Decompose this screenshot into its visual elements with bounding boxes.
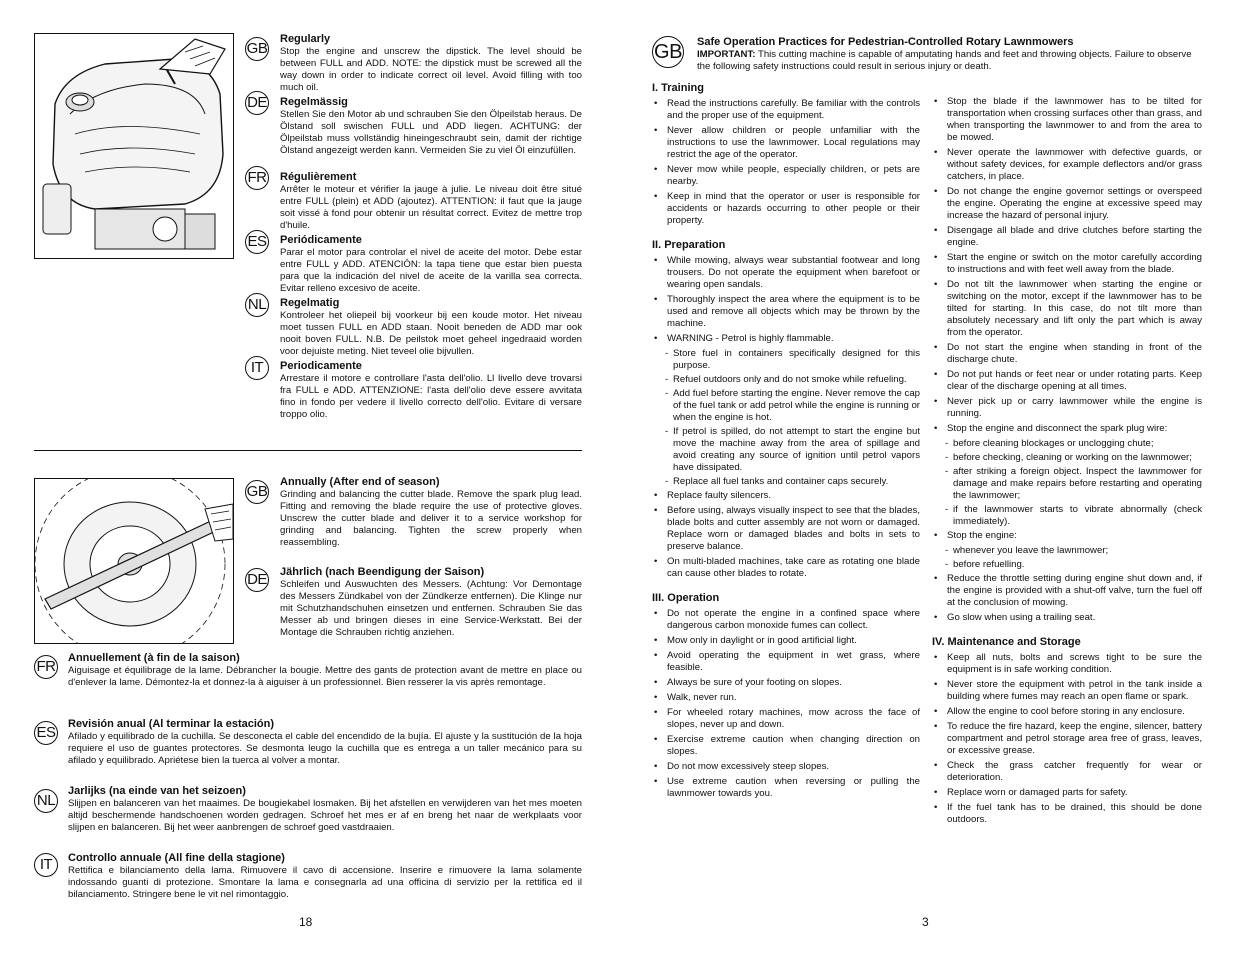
safety-list xyxy=(932,96,1202,624)
important-label: IMPORTANT: xyxy=(697,49,756,60)
list-item: • Mow only in daylight or in good artificial light. xyxy=(652,635,920,647)
list-item: • Do not start the engine when standing in front of the discharge chute. xyxy=(932,342,1202,366)
section-text: Rettifica e bilanciamento della lama. Rimuovere il cavo di accensione. Inserire e rimuovere la lama solamente indossando guanti di protezione. Smontare la lama e consegnarla ad una officina di servizio per la rettifica ed il bilanciamento. Stringere bene le vit nel rimontaggio. xyxy=(68,865,582,900)
list-item: • Exercise extreme caution when changing direction on slopes. xyxy=(652,734,920,758)
list-item: • Do not tilt the lawnmower when starting the engine or switching on the motor, except if the lawnmower has to be tilted for starting. In this case, do not tilt more than absolutely necessary and lift only the part which is away from the operator. xyxy=(932,279,1202,339)
list-item: • Start the engine or switch on the motor carefully according to instructions and with feet well away from the blade. xyxy=(932,252,1202,276)
list-item: • Before using, always visually inspect to see that the blades, blade bolts and cutter assembly are not worn or damaged. Replace worn or damaged blades and bolts in sets to preserve balance. xyxy=(652,505,920,553)
page-number: 3 xyxy=(922,915,929,929)
safety-list xyxy=(932,652,1202,826)
list-item: • Never pick up or carry lawnmower while the engine is running. xyxy=(932,396,1202,420)
section-title: Régulièrement xyxy=(280,171,357,183)
list-item: • Use extreme caution when reversing or pulling the lawnmower towards you. xyxy=(652,776,920,800)
section-title: Regelmatig xyxy=(280,297,340,309)
section-title: Periodicamente xyxy=(280,360,362,372)
safety-header xyxy=(697,36,1207,73)
list-item: • Allow the engine to cool before storing in any enclosure. xyxy=(932,706,1202,718)
blade-figure xyxy=(34,478,234,644)
list-item: • Never store the equipment with petrol in the tank inside a building where fumes may reach an open flame or spark. xyxy=(932,679,1202,703)
list-item: • Do not operate the engine in a confined space where dangerous carbon monoxide fumes can collect. xyxy=(652,608,920,632)
list-item: • While mowing, always wear substantial footwear and long trousers. Do not operate the equipment when barefoot or wearing open sandals. xyxy=(652,255,920,291)
safety-list xyxy=(652,608,920,800)
list-item: • Replace faulty silencers. xyxy=(652,490,920,502)
cutter-blade-illustration xyxy=(35,479,233,643)
sub-item: - after striking a foreign object. Inspect the lawnmower for damage and make repairs before restarting and operating the lawnmower; xyxy=(932,466,1202,502)
list-item: • Check the grass catcher frequently for wear or deterioration. xyxy=(932,760,1202,784)
section-regelmatig xyxy=(280,297,582,358)
list-item: • Stop the blade if the lawnmower has to be tilted for transportation when crossing surfaces other than grass, and when transporting the lawnmower to and from the area to be mowed. xyxy=(932,96,1202,144)
section-text: Afilado y equilibrado de la cuchilla. Se desconecta el cable del encendido de la bujía. El ajuste y la sustitución de la hoja requiere el uso de guantes protectores. Se desmonta leugo la cuchilla que es entrega a un taller mecánico para su afilado y equilibrado. Apriétese bien la tuerca al volver a montar. xyxy=(68,731,582,766)
section-revision-anual xyxy=(68,718,582,767)
lang-badge-es: ES xyxy=(245,230,269,254)
sub-item: - whenever you leave the lawnmower; xyxy=(932,545,1202,557)
section-title: Regularly xyxy=(280,33,331,45)
section-title: Annually (After end of season) xyxy=(280,476,440,488)
list-item: • Stop the engine and disconnect the spark plug wire: xyxy=(932,423,1202,435)
list-item: • Never allow children or people unfamiliar with the instructions to use the lawnmower. Local regulations may restrict the age of the operator. xyxy=(652,125,920,161)
section-title: Controllo annuale (All fine della stagione) xyxy=(68,852,285,864)
list-item: • Replace worn or damaged parts for safety. xyxy=(932,787,1202,799)
safety-list xyxy=(652,98,920,227)
section-text: Stop the engine and unscrew the dipstick. The level should be between FULL and ADD. NOTE: the dipstick must be screwed all the way down in order to indicate correct oil level. Avoid filling with too much oil. xyxy=(280,46,582,93)
sub-item: - Replace all fuel tanks and container caps securely. xyxy=(652,476,920,488)
sub-item: - before cleaning blockages or unclogging chute; xyxy=(932,438,1202,450)
lang-badge-nl: NL xyxy=(34,789,58,813)
section-annuellement xyxy=(68,652,582,689)
safety-column-1 xyxy=(652,82,920,803)
sub-item: - Add fuel before starting the engine. Never remove the cap of the fuel tank or add petrol while the engine is running or when the engine is hot. xyxy=(652,388,920,424)
section-text: Slijpen en balanceren van het maaimes. De bougiekabel losmaken. Bij het afstellen en verwijderen van het mes moeten altijd beschermende handschoenen worden gedragen. Schroef het mes er af en breng het naar de werkplaats voor slijpen en balanceren. Bij het weer aanbrengen de schroef goed vastdraaien. xyxy=(68,798,582,833)
section-heading: I. Training xyxy=(652,82,704,94)
list-item: • WARNING - Petrol is highly flammable. xyxy=(652,333,920,345)
safety-column-2 xyxy=(932,96,1202,829)
section-jarlijks xyxy=(68,785,582,834)
lang-badge-de: DE xyxy=(245,91,269,115)
list-item: • If the fuel tank has to be drained, this should be done outdoors. xyxy=(932,802,1202,826)
list-item: • Go slow when using a trailing seat. xyxy=(932,612,1202,624)
list-item: • Stop the engine: xyxy=(932,530,1202,542)
sub-item: - Store fuel in containers specifically designed for this purpose. xyxy=(652,348,920,372)
section-regulierement xyxy=(280,171,582,232)
lang-badge-it: IT xyxy=(245,356,269,380)
section-title: Revisión anual (Al terminar la estación) xyxy=(68,718,275,730)
section-title: Annuellement (à fin de la saison) xyxy=(68,652,240,664)
section-heading: IV. Maintenance and Storage xyxy=(932,636,1081,648)
list-item: • Always be sure of your footing on slopes. xyxy=(652,677,920,689)
section-heading: III. Operation xyxy=(652,592,720,604)
list-item: • Keep in mind that the operator or user is responsible for accidents or hazards occurring to other people or their property. xyxy=(652,191,920,227)
list-item: • Thoroughly inspect the area where the equipment is to be used and remove all objects which may be thrown by the machine. xyxy=(652,294,920,330)
list-item: • For wheeled rotary machines, mow across the face of slopes, never up and down. xyxy=(652,707,920,731)
section-text: Aiguisage et équilibrage de la lame. Débrancher la bougie. Mettre des gants de protection avant de mettre en place ou d'enlever la lame. Démontez-la et donnez-la à aiguiser à un professionnel. Bien resserer la vis après remontage. xyxy=(68,665,582,688)
page-number: 18 xyxy=(299,915,313,929)
lang-badge-gb: GB xyxy=(245,37,269,61)
section-text: Arrêter le moteur et vérifier la jauge à julie. Le niveau doit être situé entre FULL (plein) et ADD (ajoutez). ATTENTION: il faut que la jauge soit vissé à fond pour obtenir un résultat correct. Evitez de mettre trop d'huile. xyxy=(280,184,582,231)
list-item: • To reduce the fire hazard, keep the engine, silencer, battery compartment and petrol storage area free of grass, leaves, or excessive grease. xyxy=(932,721,1202,757)
section-text: Schleifen und Auswuchten des Messers. (Achtung: Vor Demontage des Messers Zündkabel von der Zündkerze entfernen). Die Klinge nur mit Schutzhandschuhen einsetzen und entfernen. Schrauben Sie das Messer ab und bringen dieses in eine Service-Werkstatt. Bei der Montage die Schrauben richtig anziehen. xyxy=(280,579,582,638)
sub-item: - before checking, cleaning or working on the lawnmower; xyxy=(932,452,1202,464)
sub-item: - Refuel outdoors only and do not smoke while refueling. xyxy=(652,374,920,386)
safety-section xyxy=(932,636,1202,826)
section-periodicamente-it xyxy=(280,360,582,421)
section-text: Kontroleer het oliepeil bij voorkeur bij een koude motor. Het niveau moet tussen FULL en ADD staan. Nooit beneden de ADD mar ook nooit boven FULL. N.B. De peilstok moet geheel ingedraaid worden voor dejuiste meting. Niet teveel olie bijvullen. xyxy=(280,310,582,357)
section-title: Jährlich (nach Beendigung der Saison) xyxy=(280,566,485,578)
section-heading: II. Preparation xyxy=(652,239,726,251)
list-item: • Do not change the engine governor settings or overspeed the engine. Operating the engine at excessive speed may increase the hazard of personal injury. xyxy=(932,186,1202,222)
list-item: • Walk, never run. xyxy=(652,692,920,704)
section-regelmassig xyxy=(280,96,582,157)
lang-badge-nl: NL xyxy=(245,293,269,317)
section-title: Jarlijks (na einde van het seizoen) xyxy=(68,785,246,797)
section-regularly xyxy=(280,33,582,94)
list-item: • Reduce the throttle setting during engine shut down and, if the engine is provided with a shut-off valve, turn the fuel off at the conclusion of mowing. xyxy=(932,573,1202,609)
list-item: • Never mow while people, especially children, or pets are nearby. xyxy=(652,164,920,188)
section-periodicamente-es xyxy=(280,234,582,295)
section-controllo-annuale xyxy=(68,852,582,901)
engine-dipstick-figure xyxy=(34,33,234,259)
page-title: Safe Operation Practices for Pedestrian-Controlled Rotary Lawnmowers xyxy=(697,36,1074,48)
safety-section xyxy=(652,592,920,800)
sub-item: - before refuelling. xyxy=(932,559,1202,571)
section-text: Grinding and balancing the cutter blade. Remove the spark plug lead. Fitting and removing the blade require the use of protective gloves. Unscrew the cutter blade and deliver it to a service workshop for grinding and balancing. Tighten the screw properly when reassembling. xyxy=(280,489,582,548)
list-item: • Never operate the lawnmower with defective guards, or without safety devices, for example deflectors and/or grass catchers, in place. xyxy=(932,147,1202,183)
lang-badge-it: IT xyxy=(34,853,58,877)
section-title: Regelmässig xyxy=(280,96,348,108)
list-item: • Do not mow excessively steep slopes. xyxy=(652,761,920,773)
section-text: Parar el motor para controlar el nivel de aceite del motor. Debe estar entre FULL y ADD. ATENCIÓN: la tapa tiene que estar bien puesta para que la indicación del nivel de aceite de la varilla sea correcta. Evitar relleno excesivo de aceite. xyxy=(280,247,582,294)
lang-badge-de: DE xyxy=(245,568,269,592)
section-divider xyxy=(34,450,582,451)
sub-item: - If petrol is spilled, do not attempt to start the engine but move the machine away from the area of spillage and avoid creating any source of ignition until petrol vapors have dissipated. xyxy=(652,426,920,474)
important-text: This cutting machine is capable of amputating hands and feet and throwing objects. Failure to observe the following safety instructions could result in serious injury or death. xyxy=(697,49,1192,72)
safety-section xyxy=(652,82,920,227)
list-item: • Read the instructions carefully. Be familiar with the controls and the proper use of the equipment. xyxy=(652,98,920,122)
safety-section xyxy=(652,239,920,580)
sub-item: - if the lawnmower starts to vibrate abnormally (check immediately). xyxy=(932,504,1202,528)
list-item: • Avoid operating the equipment in wet grass, where feasible. xyxy=(652,650,920,674)
engine-illustration xyxy=(35,34,233,258)
lang-badge-gb: GB xyxy=(245,480,269,504)
lang-badge-fr: FR xyxy=(245,166,269,190)
list-item: • Do not put hands or feet near or under rotating parts. Keep clear of the discharge opening at all times. xyxy=(932,369,1202,393)
section-title: Periódicamente xyxy=(280,234,362,246)
safety-section xyxy=(932,96,1202,624)
section-text: Arrestare il motore e controllare l'asta dell'olio. Ll livello deve trovarsi fra FULL e ADD. ATTENZIONE: l'asta dell'olio deve essere avvitata fino in fondo per vedere il livello correcto dell'olio. Evitare di versare troppo olio. xyxy=(280,373,582,420)
lang-badge-gb: GB xyxy=(652,36,684,68)
section-text: Stellen Sie den Motor ab und schrauben Sie den Ölpeilstab heraus. De Ölstand soll swischen FULL und ADD liegen. ACHTUNG: der Ölpeilstab muss vollständig hineingeschraubt sein, damit der richtige Ölstand angezeigt werden kann. Vermeiden Sie zu viel Öl einzufüllen. xyxy=(280,109,582,156)
list-item: • Disengage all blade and drive clutches before starting the engine. xyxy=(932,225,1202,249)
section-annually xyxy=(280,476,582,549)
lang-badge-fr: FR xyxy=(34,655,58,679)
safety-list xyxy=(652,255,920,580)
lang-badge-es: ES xyxy=(34,721,58,745)
important-note xyxy=(697,49,1207,73)
list-item: • On multi-bladed machines, take care as rotating one blade can cause other blades to rotate. xyxy=(652,556,920,580)
list-item: • Keep all nuts, bolts and screws tight to be sure the equipment is in safe working condition. xyxy=(932,652,1202,676)
section-jahrlich xyxy=(280,566,582,639)
